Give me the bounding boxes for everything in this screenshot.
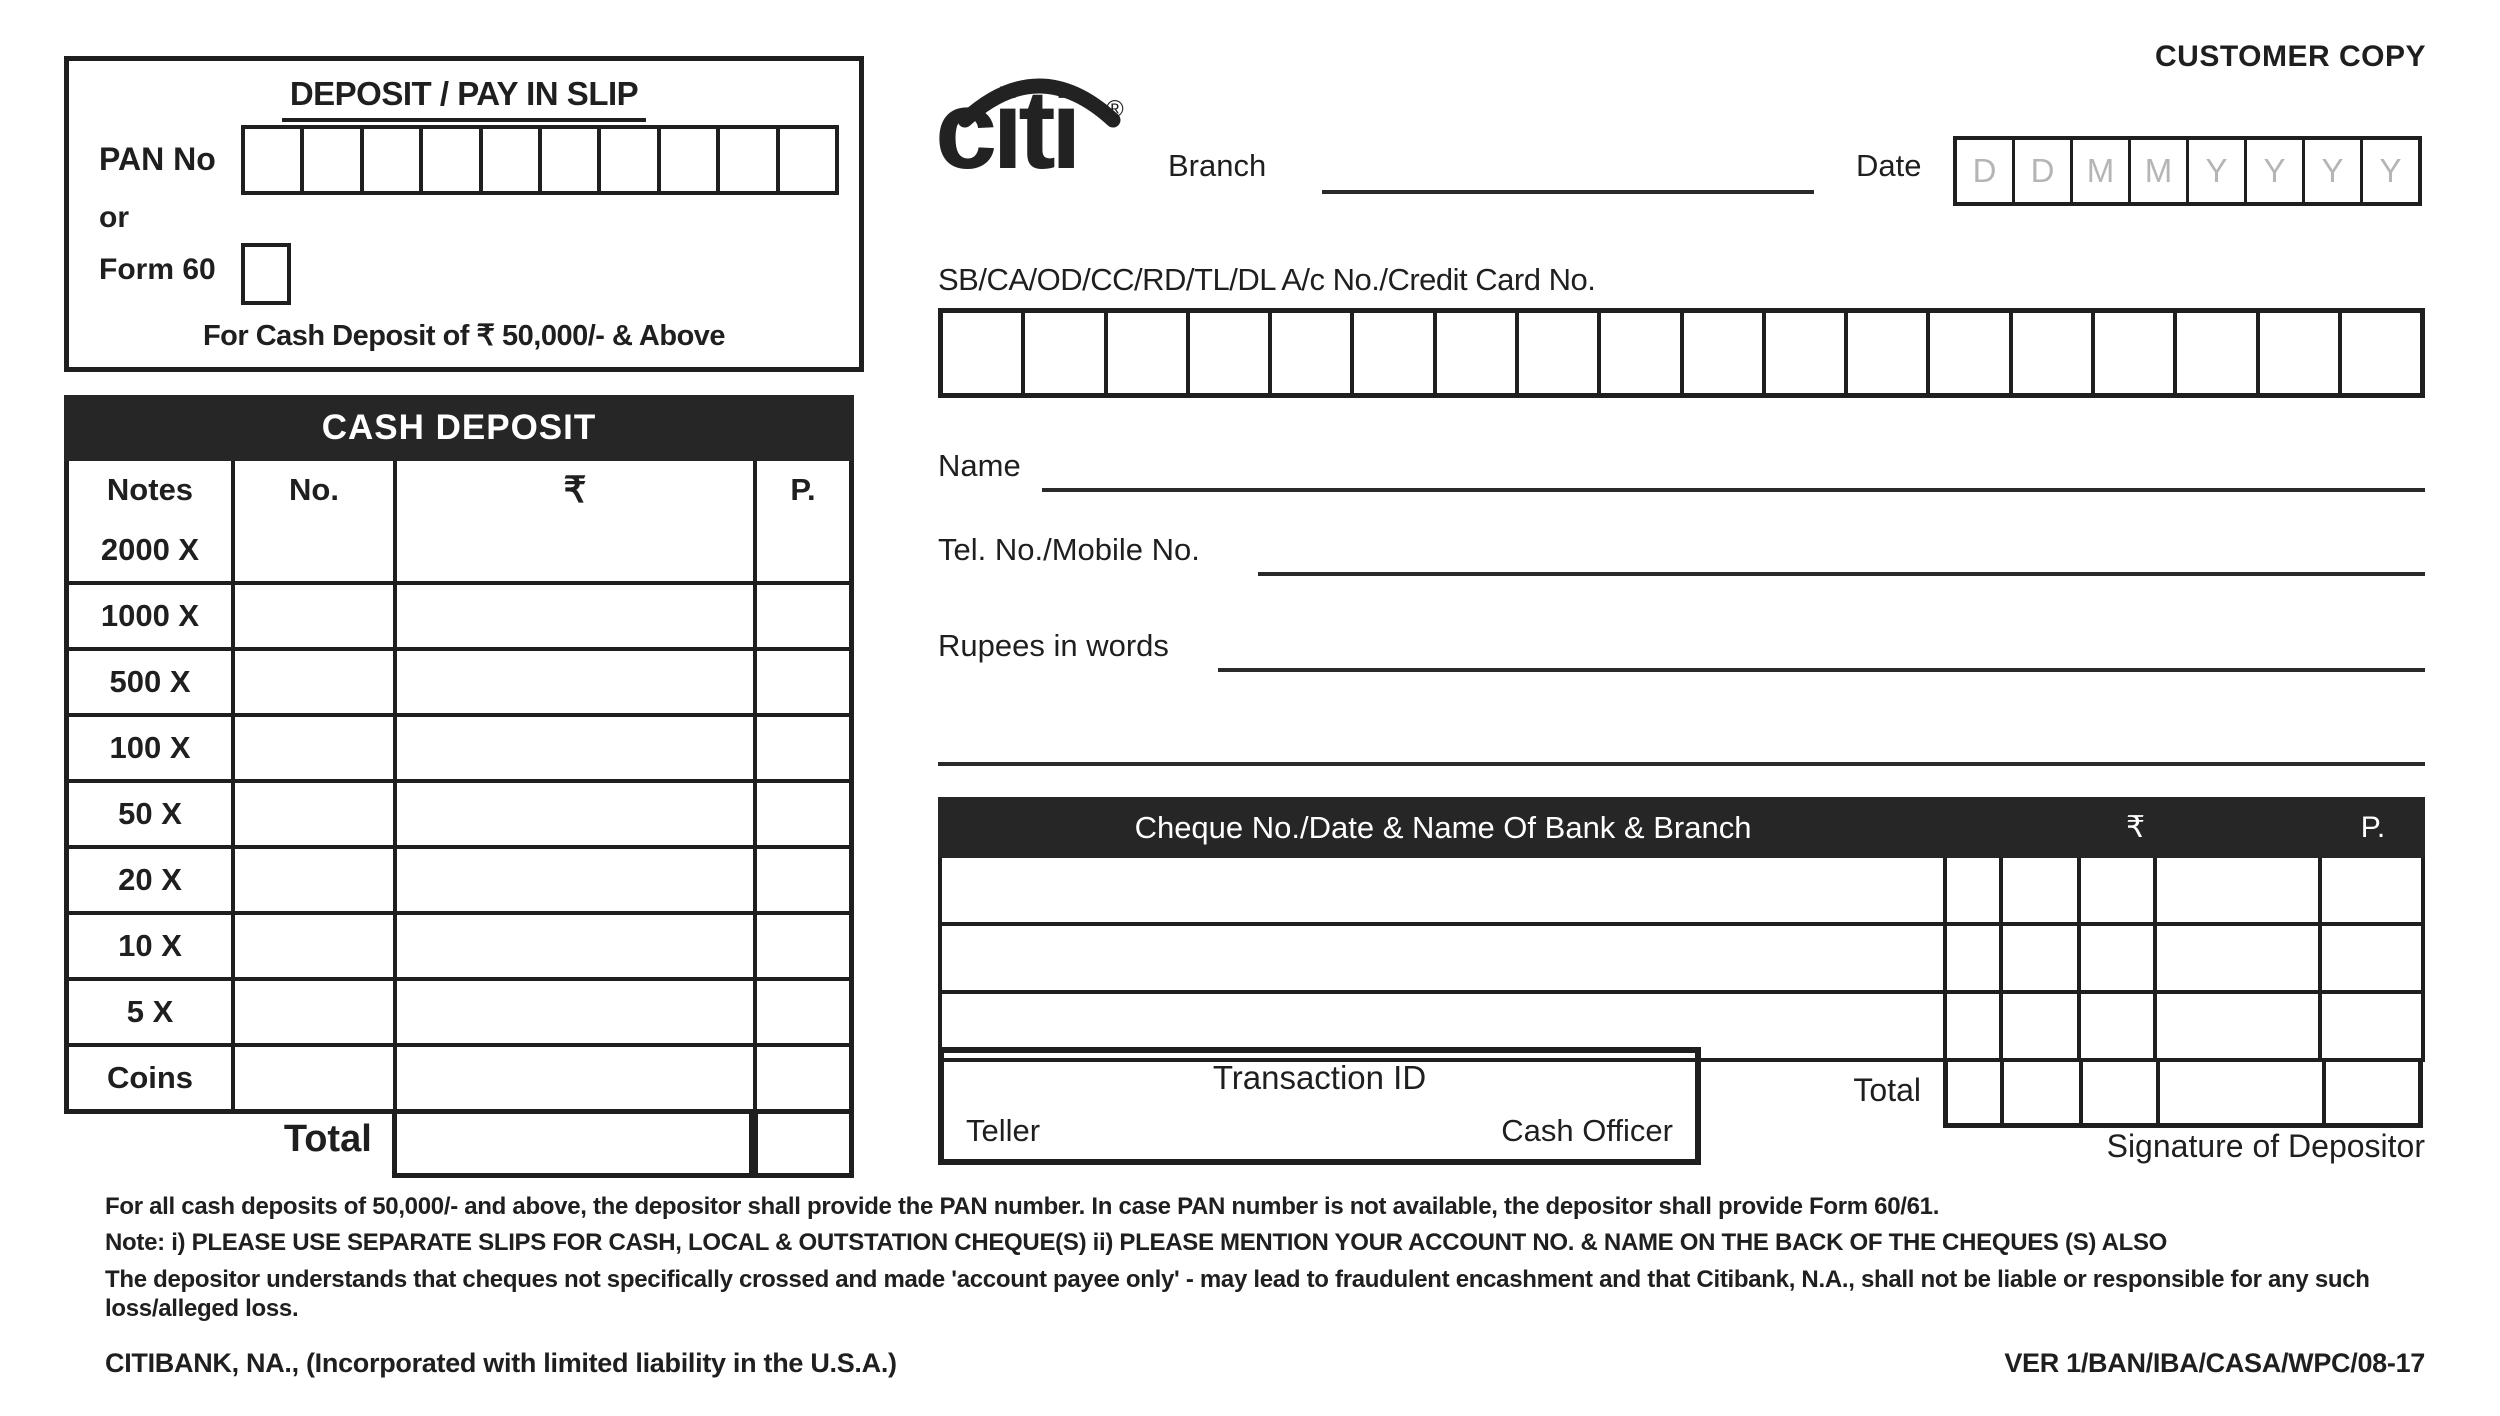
rupees-words-line-2[interactable] [938,752,2425,766]
pan-cell[interactable] [657,129,716,191]
col-header-no: No. [231,461,393,519]
paise-amount-cell[interactable] [753,1047,849,1109]
account-cell[interactable] [2009,313,2091,393]
cheque-amount-cell[interactable] [2153,926,2318,990]
account-cell[interactable] [1597,313,1679,393]
slip-title: DEPOSIT / PAY IN SLIP [69,75,859,122]
cheque-header-paise: P. [2360,811,2386,844]
teller-label: Teller [966,1113,1041,1148]
footnotes [105,1192,2440,1330]
cheque-amount-cell[interactable] [2077,858,2153,922]
pan-section [64,56,864,372]
account-cell[interactable] [1104,313,1186,393]
note-count-cell[interactable] [231,849,393,911]
cash-deposit-row [69,713,849,779]
citibank-incorporation-text: CITIBANK, NA., (Incorporated with limited liability in the U.S.A.) [105,1348,897,1378]
cheque-total-paise-cell[interactable] [2322,1062,2423,1128]
pan-cell[interactable] [597,129,656,191]
cash-total-paise-cell[interactable] [754,1114,854,1178]
account-cell[interactable] [1515,313,1597,393]
cheque-amount-cell[interactable] [1999,994,2077,1058]
date-label: Date [1856,148,1922,183]
cash-total-label: Total [283,1118,372,1160]
citi-logo [935,66,1170,196]
account-cell[interactable] [1762,313,1844,393]
cheque-total-cell[interactable] [2079,1062,2156,1128]
cash-deposit-row [69,845,849,911]
cheque-header-title: Cheque No./Date & Name Of Bank & Branch [1134,810,1752,845]
note-count-cell[interactable] [231,585,393,647]
account-cell[interactable] [2091,313,2173,393]
rupees-amount-cell[interactable] [393,783,753,845]
rupees-amount-cell[interactable] [393,651,753,713]
pan-no-label: PAN No [99,141,216,177]
cheque-total-label: Total [1853,1072,1921,1108]
signature-of-depositor-label: Signature of Depositor [2106,1128,2425,1164]
cheque-paise-cell[interactable] [2318,994,2421,1058]
cash-deposit-row [69,779,849,845]
cheque-amount-cell[interactable] [1999,858,2077,922]
cheque-amount-cell[interactable] [2153,994,2318,1058]
cheque-table-header [938,797,2425,858]
paise-amount-cell[interactable] [753,915,849,977]
account-cell[interactable] [2338,313,2420,393]
col-header-rupee: ₹ [393,461,753,519]
cheque-amount-cell[interactable] [1999,926,2077,990]
cheque-paise-cell[interactable] [2318,926,2421,990]
note-count-cell[interactable] [231,783,393,845]
transaction-id-box [938,1047,1701,1165]
rupees-amount-cell[interactable] [393,849,753,911]
cheque-amount-cell[interactable] [1943,994,1999,1058]
transaction-id-label: Transaction ID [1212,1059,1427,1096]
note-count-cell[interactable] [231,915,393,977]
denomination-label: 100 X [109,730,191,765]
col-header-paise: P. [753,461,849,519]
cash-deposit-row [69,911,849,977]
paise-amount-cell[interactable] [753,519,849,581]
cheque-amount-cell[interactable] [2077,994,2153,1058]
account-cell[interactable] [2173,313,2255,393]
cash-officer-label: Cash Officer [1501,1113,1673,1148]
denomination-label: 2000 X [100,532,200,567]
date-cell[interactable]: Y [2302,140,2360,202]
paise-amount-cell[interactable] [753,651,849,713]
col-header-notes: Notes [106,472,194,507]
note-count-cell[interactable] [231,1047,393,1109]
cash-total-rupees-cell[interactable] [392,1114,755,1178]
name-label: Name [938,448,1021,483]
pan-number-boxes [241,125,839,195]
version-code: VER 1/BAN/IBA/CASA/WPC/08-17 [2004,1348,2425,1378]
customer-copy-label: CUSTOMER COPY [2155,40,2426,73]
denomination-label: 20 X [118,862,182,897]
account-cell[interactable] [1926,313,2008,393]
note-count-cell[interactable] [231,717,393,779]
cash-deposit-table [64,461,854,1114]
cash-deposit-note: For Cash Deposit of ₹ 50,000/- & Above [202,320,726,352]
cheque-amount-cell[interactable] [2153,858,2318,922]
denomination-label: 500 X [109,664,191,699]
date-cell[interactable]: D [1972,152,1997,189]
pan-cell[interactable] [300,129,359,191]
cheque-row [942,858,2421,922]
account-cell[interactable] [1186,313,1268,393]
rupees-amount-cell[interactable] [393,981,753,1043]
account-cell[interactable] [1680,313,1762,393]
cash-deposit-section [64,395,854,1178]
denomination-label: Coins [106,1060,194,1095]
cash-deposit-row [69,1043,849,1109]
account-number-boxes [938,308,2425,398]
note-count-cell[interactable] [231,519,393,581]
account-cell[interactable] [943,313,1021,393]
date-boxes [1953,136,2422,206]
paise-amount-cell[interactable] [753,849,849,911]
rupees-in-words-label: Rupees in words [938,628,1169,663]
rupees-amount-cell[interactable] [393,717,753,779]
pan-cell[interactable] [776,129,835,191]
pan-cell[interactable] [538,129,597,191]
account-number-label: SB/CA/OD/CC/RD/TL/DL A/c No./Credit Card No. [938,262,1596,297]
account-cell[interactable] [1433,313,1515,393]
cheque-paise-cell[interactable] [2318,858,2421,922]
cheque-amount-cell[interactable] [1943,858,1999,922]
account-cell[interactable] [1350,313,1432,393]
account-cell[interactable] [1021,313,1103,393]
or-label: or [99,201,129,234]
cash-total-row [64,1114,854,1178]
account-cell[interactable] [2256,313,2338,393]
denomination-label: 50 X [118,796,182,831]
name-input-line[interactable] [1042,478,2425,492]
note-count-cell[interactable] [231,651,393,713]
tel-mobile-label: Tel. No./Mobile No. [938,532,1200,567]
tel-input-line[interactable] [1258,562,2425,576]
rupees-amount-cell[interactable] [393,519,753,581]
pan-cell[interactable] [245,129,300,191]
paise-amount-cell[interactable] [753,783,849,845]
rupees-amount-cell[interactable] [393,585,753,647]
cash-deposit-title: CASH DEPOSIT [64,395,854,461]
branch-label: Branch [1168,148,1267,183]
pan-cell[interactable] [716,129,775,191]
denomination-label: 10 X [118,928,182,963]
cheque-row [942,922,2421,990]
date-cell[interactable]: D [2012,140,2070,202]
date-cell[interactable]: Y [2186,140,2244,202]
form60-label: Form 60 [99,253,216,286]
account-cell[interactable] [1268,313,1350,393]
date-cell[interactable]: M [2128,140,2186,202]
paise-amount-cell[interactable] [753,585,849,647]
rupees-words-line-1[interactable] [1218,658,2425,672]
date-cell[interactable]: Y [2360,140,2418,202]
footnote-pan: For all cash deposits of 50,000/- and above, the depositor shall provide the PAN number. In case PAN number is not available, the depositor shall provide Form 60/61. [105,1193,1940,1220]
paise-amount-cell[interactable] [753,717,849,779]
pan-cell[interactable] [360,129,419,191]
branch-input-line[interactable] [1322,150,1814,194]
date-cell[interactable]: M [2070,140,2128,202]
registered-trademark-icon: ® [1106,96,1124,123]
cash-deposit-rows [69,519,849,1109]
pan-cell[interactable] [419,129,478,191]
citi-logo-text: citi [935,67,1077,191]
form60-checkbox[interactable] [241,243,291,305]
cash-deposit-row [69,581,849,647]
denomination-label: 1000 X [100,598,200,633]
cheque-amount-cell[interactable] [1943,926,1999,990]
cheque-details-cell[interactable] [942,858,1943,922]
cheque-amount-cell[interactable] [2077,926,2153,990]
cheque-total-cell[interactable] [1943,1062,2000,1128]
cheque-total-cell[interactable] [2000,1062,2079,1128]
footnote-crossing: The depositor understands that cheques not specifically crossed and made 'account payee only' - may lead to fraudulent encashment and that Citibank, N.A., shall not be liable or responsible for any such loss/alleged loss. [105,1265,2370,1322]
cheque-total-cell[interactable] [2156,1062,2322,1128]
cheque-details-cell[interactable] [942,926,1943,990]
pan-cell[interactable] [479,129,538,191]
cash-deposit-header-row [69,461,849,519]
cheque-table-body [938,858,2425,1062]
cash-deposit-row [69,647,849,713]
paise-amount-cell[interactable] [753,981,849,1043]
rupees-amount-cell[interactable] [393,1047,753,1109]
footnote-separate-slips: Note: i) PLEASE USE SEPARATE SLIPS FOR CASH, LOCAL & OUTSTATION CHEQUE(S) ii) PLEASE MENTION YOUR ACCOUNT NO. & NAME ON THE BACK OF THE CHEQUES (S) ALSO [105,1229,2168,1257]
cash-deposit-row [69,519,849,581]
cash-deposit-row [69,977,849,1043]
cheque-header-rupee: ₹ [2125,811,2146,844]
rupees-amount-cell[interactable] [393,915,753,977]
note-count-cell[interactable] [231,981,393,1043]
date-cell[interactable]: Y [2244,140,2302,202]
account-cell[interactable] [1844,313,1926,393]
denomination-label: 5 X [126,994,174,1029]
